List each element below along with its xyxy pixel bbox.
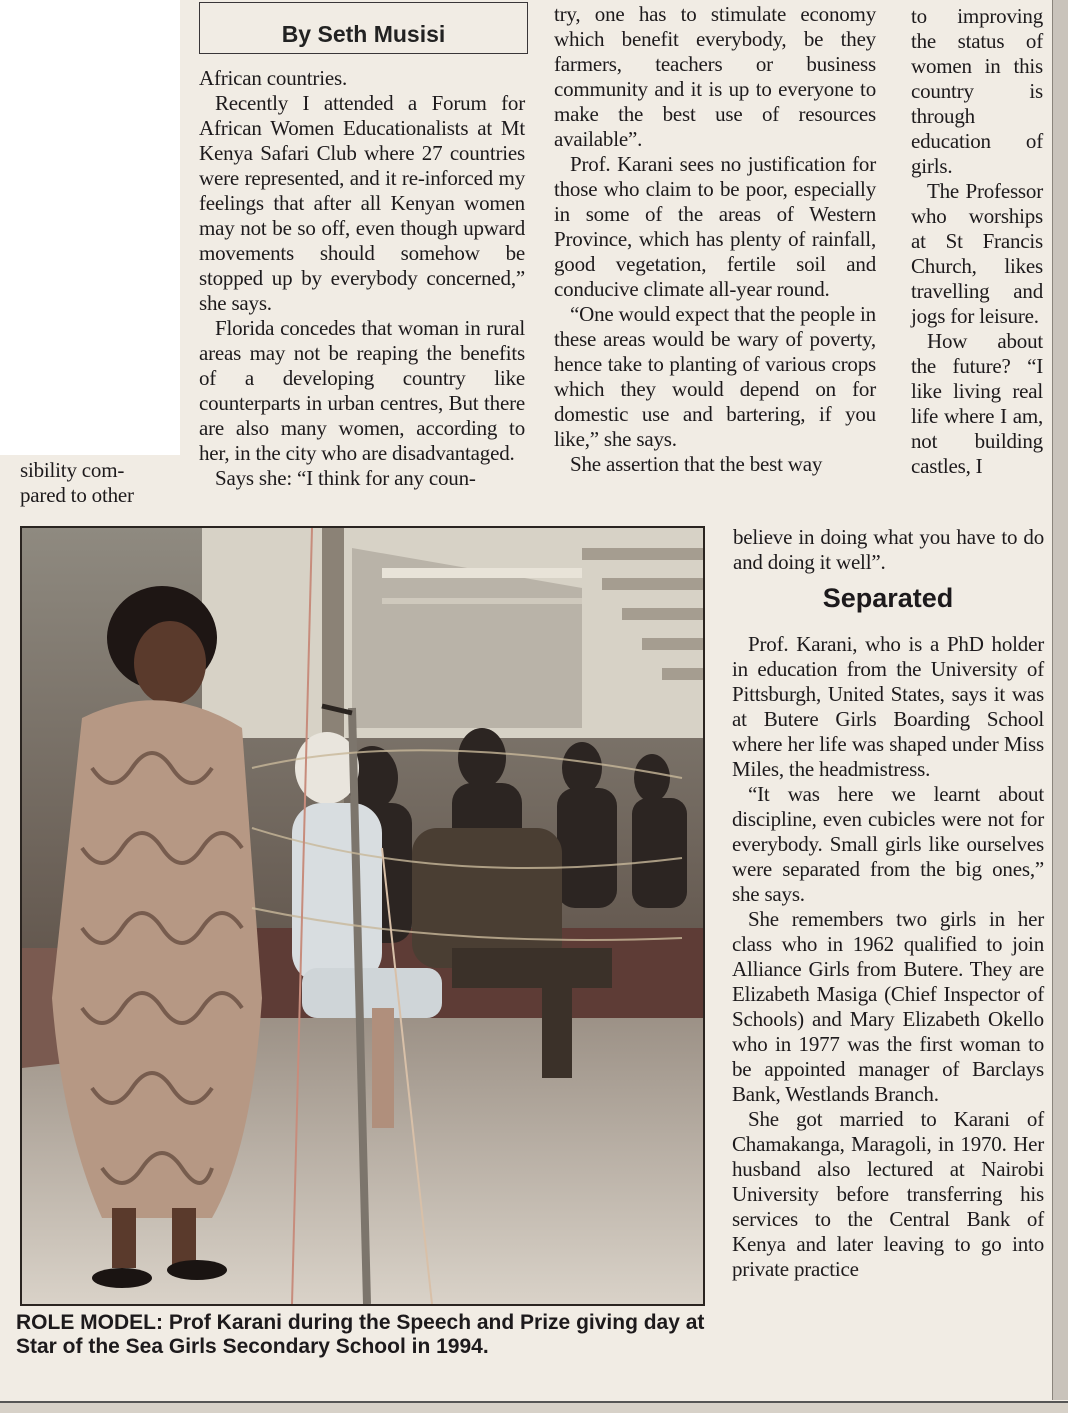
byline: By Seth Musisi [281, 21, 446, 47]
paragraph: African countries. [199, 66, 348, 90]
page-edge [1052, 0, 1068, 1400]
article-column-2 [554, 2, 876, 477]
paragraph: Recently I attended a Forum for African Women Educationalists at Mt Kenya Safari Club where 27 countries were represented, and it re-inforced my feelings that after all Kenyan women may not be so off, even though upward movements should somehow be stopped up by everybody concerned,” she says. [199, 91, 525, 315]
paragraph: “It was here we learnt about discipline, even cubicles were not for everybody. Small girls like ourselves were separated from the big ones,” she says. [732, 782, 1044, 906]
paragraph: The Professor who worships at St Francis Church, likes travelling and jogs for leisure. [911, 179, 1043, 328]
left-fragment-line: sibility com- [20, 458, 125, 482]
subhead: Separated [822, 583, 954, 613]
paragraph: believe in doing what you have to do and doing it well”. [733, 525, 1044, 574]
paragraph: to improving the status of women in this country is through education of girls. [911, 4, 1043, 178]
bottom-rule [0, 1401, 1068, 1413]
paragraph: She remembers two girls in her class who in 1962 qualified to join Alliance Girls from Butere. They are Elizabeth Masiga (Chief Inspector of Schools) and Mary Elizabeth Okello who in 1977 was the first woman to be appointed manager of Barclays Bank, Westlands Branch. [732, 907, 1044, 1106]
paragraph: try, one has to stimulate economy which benefit everybody, be they farmers, teachers or business community and it is up to everyone to make the best use of resources available”. [554, 2, 876, 151]
photo-illustration [22, 528, 703, 1304]
news-photo [20, 526, 705, 1306]
article-column-1 [199, 66, 525, 491]
left-fragment [20, 458, 170, 508]
paragraph: Prof. Karani, who is a PhD holder in education from the University of Pittsburgh, United States, says it was at Butere Girls Boarding School where her life was shaped under Miss Miles, the headmistress. [732, 632, 1044, 781]
article-column-3 [911, 4, 1043, 479]
paragraph: Prof. Karani sees no justification for those who claim to be poor, especially in some of the areas of Western Province, which has plenty of rainfall, good vegetation, fertile soil and conducive climate all-year round. [554, 152, 876, 301]
paragraph: She assertion that the best way [570, 452, 823, 476]
byline-box [199, 2, 528, 54]
paragraph: “One would expect that the people in these areas would be wary of poverty, hence take to planting of various crops which they would depend on for domestic use and bartering, if you like,” she says. [554, 302, 876, 451]
paragraph: How about the future? “I like living real life where I am, not building castles, I [911, 329, 1043, 478]
paragraph: Florida concedes that woman in rural areas may not be reaping the benefits of a developing country like counterparts in urban centres, But there are also many women, according to her, in the city who are disadvantaged. [199, 316, 525, 465]
article-column-4 [732, 632, 1044, 1282]
paragraph: Says she: “I think for any coun- [215, 466, 476, 490]
left-fragment-line: pared to other [20, 483, 134, 507]
photo-caption: ROLE MODEL: Prof Karani during the Speech and Prize giving day at Star of the Sea Girls Secondary School in 1994. [16, 1311, 705, 1358]
article-column-4-top [733, 525, 1044, 575]
paragraph: She got married to Karani of Chamakanga, Maragoli, in 1970. Her husband also lectured at Nairobi University before transferring his services to the Central Bank of Kenya and later leaving to go into private practice [732, 1107, 1044, 1281]
